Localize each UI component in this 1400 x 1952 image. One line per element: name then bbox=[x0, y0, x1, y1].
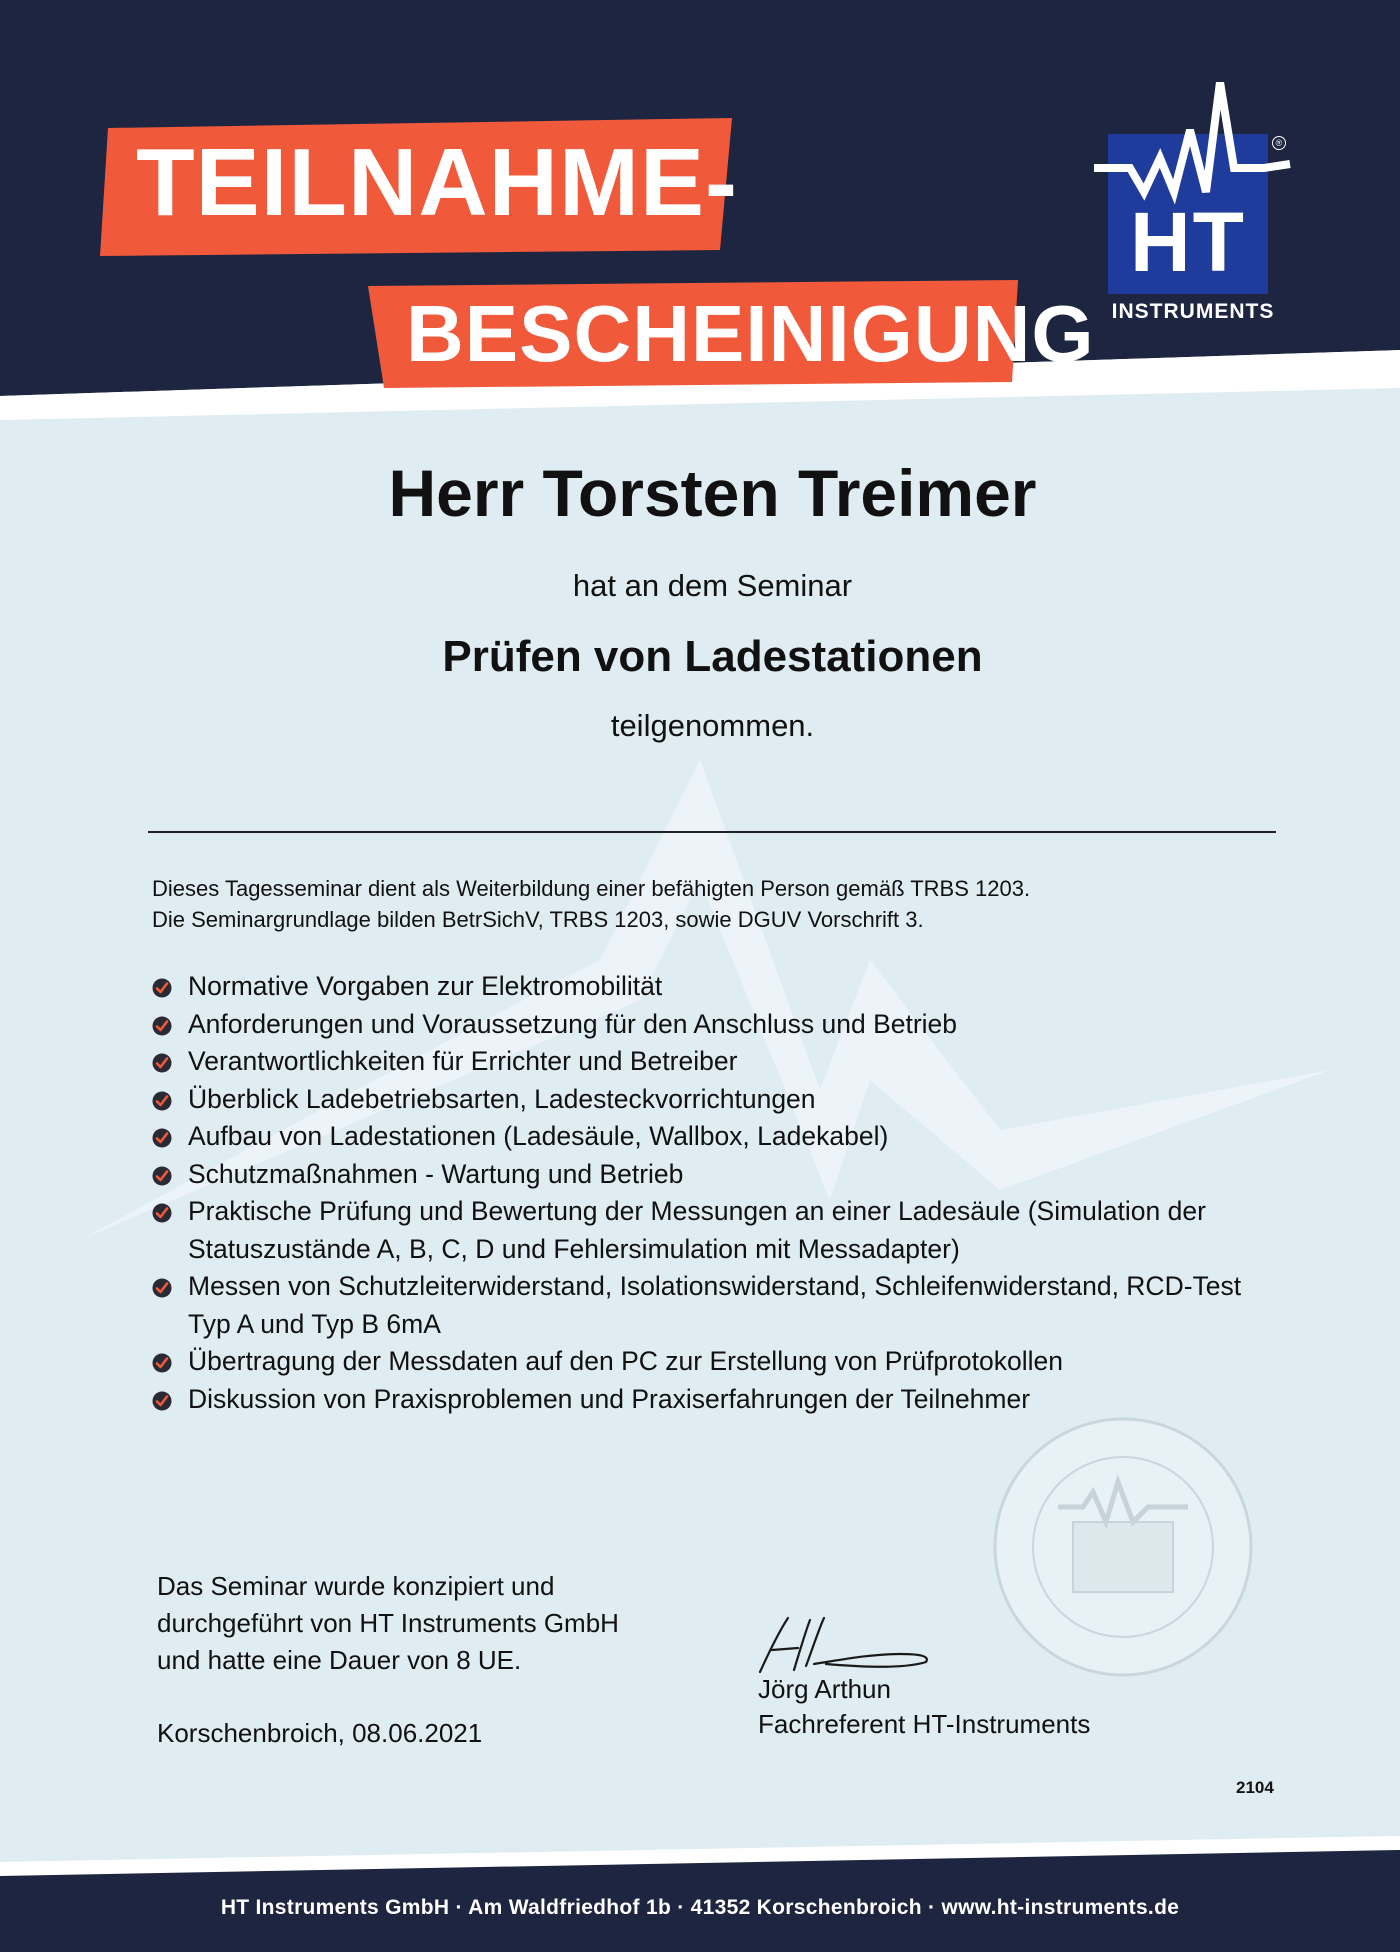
signatory-name: Jörg Arthun bbox=[758, 1674, 891, 1704]
topic-text: Überblick Ladebetriebsarten, Ladesteckvorrichtungen bbox=[188, 1083, 816, 1114]
organizer-line: Das Seminar wurde konzipiert und bbox=[157, 1571, 555, 1601]
certificate-title-line1: TEILNAHME- bbox=[136, 129, 738, 236]
topic-item bbox=[152, 1043, 1282, 1081]
topic-list bbox=[152, 968, 1282, 1418]
topic-text: Diskussion von Praxisproblemen und Praxiserfahrungen der Teilnehmer bbox=[188, 1383, 1031, 1414]
topic-item bbox=[152, 968, 1282, 1006]
divider bbox=[148, 831, 1276, 833]
embossed-seal bbox=[988, 1412, 1258, 1682]
topic-item bbox=[152, 1156, 1282, 1194]
intro-text: hat an dem Seminar bbox=[572, 568, 853, 603]
check-bullet-icon bbox=[152, 1391, 172, 1411]
topic-item bbox=[152, 1268, 1282, 1343]
topic-text: Messen von Schutzleiterwiderstand, Isolationswiderstand, Schleifenwiderstand, RCD-Test Typ A und Typ B 6mA bbox=[188, 1271, 1242, 1339]
check-bullet-icon bbox=[152, 1128, 172, 1148]
organizer-line: durchgeführt von HT Instruments GmbH bbox=[157, 1608, 619, 1638]
topic-text: Schutzmaßnahmen - Wartung und Betrieb bbox=[188, 1158, 684, 1189]
topic-item bbox=[152, 1193, 1282, 1268]
signatory-role: Fachreferent HT-Instruments bbox=[758, 1709, 1091, 1739]
company-address: HT Instruments GmbH · Am Waldfriedhof 1b · 41352 Korschenbroich · www.ht-instruments.de bbox=[220, 1896, 1180, 1919]
topic-text: Übertragung der Messdaten auf den PC zur Erstellung von Prüfprotokollen bbox=[188, 1346, 1063, 1376]
certificate-title-line2: BESCHEINIGUNG bbox=[406, 289, 1095, 378]
topic-item bbox=[152, 1343, 1282, 1381]
check-bullet-icon bbox=[152, 1091, 172, 1111]
topic-text: Anforderungen und Voraussetzung für den Anschluss und Betrieb bbox=[188, 1008, 958, 1039]
description-line: Dieses Tagesseminar dient als Weiterbildung einer befähigten Person gemäß TRBS 1203. bbox=[152, 876, 1031, 901]
topic-text: Aufbau von Ladestationen (Ladesäule, Wallbox, Ladekabel) bbox=[188, 1121, 889, 1151]
document-number: 2104 bbox=[1236, 1778, 1274, 1797]
check-bullet-icon bbox=[152, 1053, 172, 1073]
outro-text: teilgenommen. bbox=[610, 708, 815, 743]
check-bullet-icon bbox=[152, 1353, 172, 1373]
check-bullet-icon bbox=[152, 1278, 172, 1298]
footer-band bbox=[0, 1820, 1400, 1952]
recipient-name: Herr Torsten Treimer bbox=[388, 456, 1037, 530]
logo-ht-text: HT bbox=[1130, 195, 1246, 289]
topic-item bbox=[152, 1006, 1282, 1044]
topic-item bbox=[152, 1118, 1282, 1156]
description-line: Die Seminargrundlage bilden BetrSichV, TRBS 1203, sowie DGUV Vorschrift 3. bbox=[152, 907, 924, 932]
ht-instruments-logo bbox=[1108, 82, 1283, 326]
check-bullet-icon bbox=[152, 1166, 172, 1186]
topic-item bbox=[152, 1081, 1282, 1119]
organizer-line: und hatte eine Dauer von 8 UE. bbox=[157, 1645, 522, 1675]
check-bullet-icon bbox=[152, 1203, 172, 1223]
registered-mark: ® bbox=[1272, 136, 1286, 150]
check-bullet-icon bbox=[152, 978, 172, 998]
seminar-organizer-info bbox=[157, 1568, 717, 1679]
signatory bbox=[758, 1672, 1090, 1742]
logo-instruments-text: INSTRUMENTS bbox=[1111, 300, 1275, 323]
seminar-title: Prüfen von Ladestationen bbox=[442, 632, 983, 681]
topic-text: Verantwortlichkeiten für Errichter und Betreiber bbox=[188, 1046, 738, 1076]
seminar-description bbox=[152, 873, 1272, 935]
check-bullet-icon bbox=[152, 1016, 172, 1036]
topic-text: Praktische Prüfung und Bewertung der Messungen an einer Ladesäule (Simulation der Statuszustände A, B, C, D und Fehlersimulation mit Messadapter) bbox=[188, 1196, 1206, 1264]
place-and-date: Korschenbroich, 08.06.2021 bbox=[157, 1718, 483, 1748]
topic-text: Normative Vorgaben zur Elektromobilität bbox=[188, 971, 663, 1001]
